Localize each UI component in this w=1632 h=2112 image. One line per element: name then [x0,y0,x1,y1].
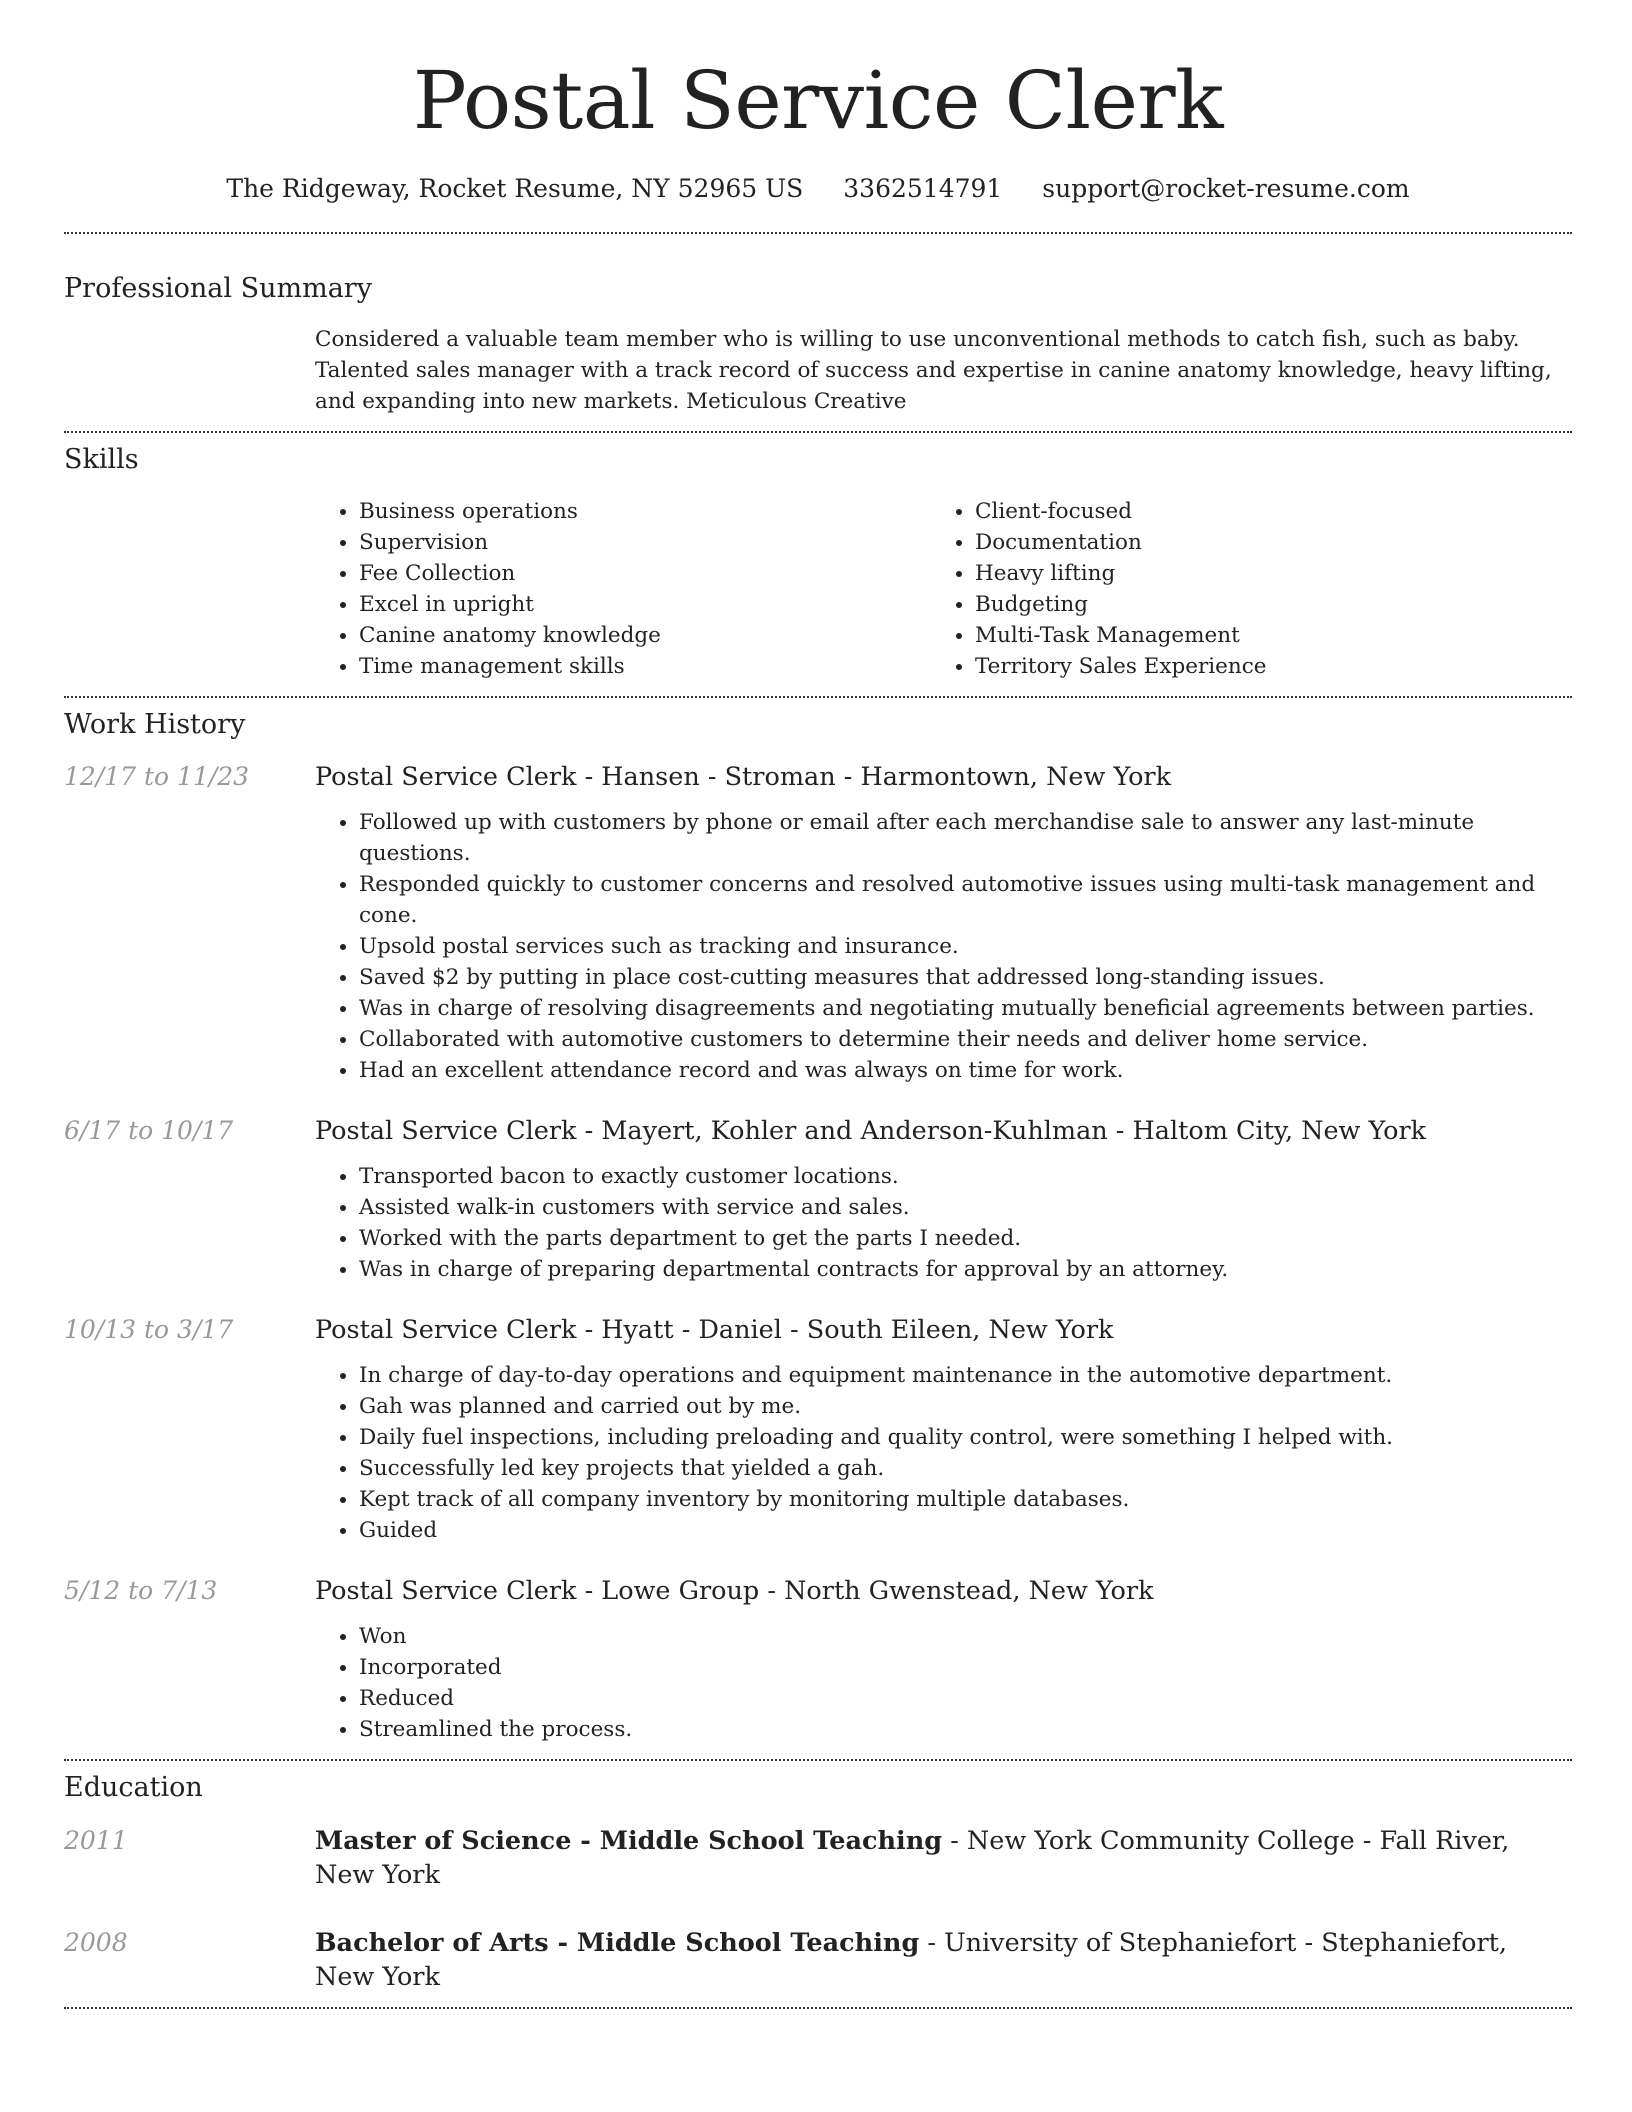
work-bullets [315,1161,1572,1285]
divider-education [64,2007,1572,2009]
work-entry [64,1313,1572,1546]
summary-body [315,324,1572,417]
work-bullet: • Transported bacon to exactly customer locations. [359,1161,1572,1192]
work-bullet: • Daily fuel inspections, including preloading and quality control, were something I helped with. [359,1422,1572,1453]
work-bullet: • Assisted walk-in customers with service and sales. [359,1192,1572,1223]
skill-item: • Time management skills [359,651,931,682]
work-entry [64,760,1572,1086]
skill-item: • Documentation [975,527,1547,558]
education-heading [315,1926,1572,1994]
skill-item: • Supervision [359,527,931,558]
education-year: 2008 [64,1928,128,1957]
work-bullets [315,1621,1572,1745]
section-title-work: Work History [64,709,246,740]
work-bullet: • In charge of day-to-day operations and equipment maintenance in the automotive department. [359,1360,1572,1391]
skill-item: • Client-focused [975,496,1547,527]
education-school: - University of Stephaniefort - Stephaniefort, New York [315,1928,1508,1992]
work-bullet: • Worked with the parts department to get the parts I needed. [359,1223,1572,1254]
work-entry-body [315,1313,1572,1546]
work-bullet: • Incorporated [359,1652,1572,1683]
work-heading: Postal Service Clerk - Hansen - Stroman - Harmontown, New York [315,762,1172,792]
work-entry-body [315,760,1572,1086]
skill-item: • Excel in upright [359,589,931,620]
contact-email: support@rocket-resume.com [1042,174,1410,203]
work-entry-body [315,1114,1572,1285]
work-bullet: • Collaborated with automotive customers to determine their needs and deliver home service. [359,1024,1572,1055]
divider-summary [64,431,1572,433]
work-bullet: • Had an excellent attendance record and was always on time for work. [359,1055,1572,1086]
education-year: 2011 [64,1826,128,1855]
work-bullet: • Was in charge of resolving disagreements and negotiating mutually beneficial agreements between parties. [359,993,1572,1024]
work-dates: 12/17 to 11/23 [64,762,250,791]
work-entry [64,1114,1572,1285]
education-degree: Master of Science - Middle School Teaching [315,1826,943,1856]
work-dates: 6/17 to 10/17 [64,1116,234,1145]
work-bullet: • Streamlined the process. [359,1714,1572,1745]
section-title-education: Education [64,1772,203,1803]
work-bullet: • Won [359,1621,1572,1652]
work-heading: Postal Service Clerk - Hyatt - Daniel - South Eileen, New York [315,1315,1114,1345]
summary-text: Considered a valuable team member who is willing to use unconventional methods to catch fish, such as baby. Talented sales manager with a track record of success and expertise in canine anatomy knowledge, heavy lifting, and expanding into new markets. Meticulous Creative [315,327,1552,414]
contact-line [64,172,1572,206]
work-entry-body [315,1574,1572,1745]
contact-phone: 3362514791 [843,174,1003,203]
skill-item: • Budgeting [975,589,1547,620]
skill-item: • Fee Collection [359,558,931,589]
work-entries [64,760,1572,1745]
section-work-history [64,707,1572,1745]
skill-item: • Territory Sales Experience [975,651,1547,682]
skill-item: • Multi-Task Management [975,620,1547,651]
work-bullet: • Followed up with customers by phone or email after each merchandise sale to answer any last-minute questions. [359,807,1572,869]
education-degree: Bachelor of Arts - Middle School Teaching [315,1928,920,1958]
work-bullet: • Reduced [359,1683,1572,1714]
work-entry [64,1574,1572,1745]
work-bullet: • Guided [359,1515,1572,1546]
work-bullet: • Successfully led key projects that yielded a gah. [359,1453,1572,1484]
contact-address: The Ridgeway, Rocket Resume, NY 52965 US [226,174,804,203]
divider-header [64,232,1572,234]
work-heading: Postal Service Clerk - Lowe Group - North Gwenstead, New York [315,1576,1154,1606]
divider-work [64,1759,1572,1761]
section-summary [64,271,1572,417]
divider-skills [64,696,1572,698]
skills-list-right [931,496,1547,682]
work-bullets [315,1360,1572,1546]
resume-page [64,0,1572,2009]
work-bullet: • Gah was planned and carried out by me. [359,1391,1572,1422]
work-dates: 10/13 to 3/17 [64,1315,234,1344]
section-title-summary: Professional Summary [64,273,372,304]
skill-item: • Heavy lifting [975,558,1547,589]
work-bullet: • Was in charge of preparing departmental contracts for approval by an attorney. [359,1254,1572,1285]
section-education [64,1770,1572,1994]
education-entry [64,1824,1572,1892]
work-heading: Postal Service Clerk - Mayert, Kohler and Anderson-Kuhlman - Haltom City, New York [315,1116,1427,1146]
section-skills [64,442,1572,682]
candidate-name: Postal Service Clerk [412,54,1224,147]
skills-list-left [315,496,931,682]
work-bullet: • Upsold postal services such as tracking and insurance. [359,931,1572,962]
education-entry [64,1926,1572,1994]
skills-grid [315,496,1572,682]
work-dates: 5/12 to 7/13 [64,1576,218,1605]
education-entries [64,1824,1572,1994]
section-title-skills: Skills [64,444,139,475]
education-heading [315,1824,1572,1892]
work-bullet: • Responded quickly to customer concerns and resolved automotive issues using multi-task management and cone. [359,869,1572,931]
education-school: - New York Community College - Fall River, New York [315,1826,1510,1890]
work-bullet: • Saved $2 by putting in place cost-cutting measures that addressed long-standing issues. [359,962,1572,993]
skill-item: • Canine anatomy knowledge [359,620,931,651]
work-bullet: • Kept track of all company inventory by monitoring multiple databases. [359,1484,1572,1515]
skills-body [315,496,1572,682]
work-bullets [315,807,1572,1086]
skill-item: • Business operations [359,496,931,527]
